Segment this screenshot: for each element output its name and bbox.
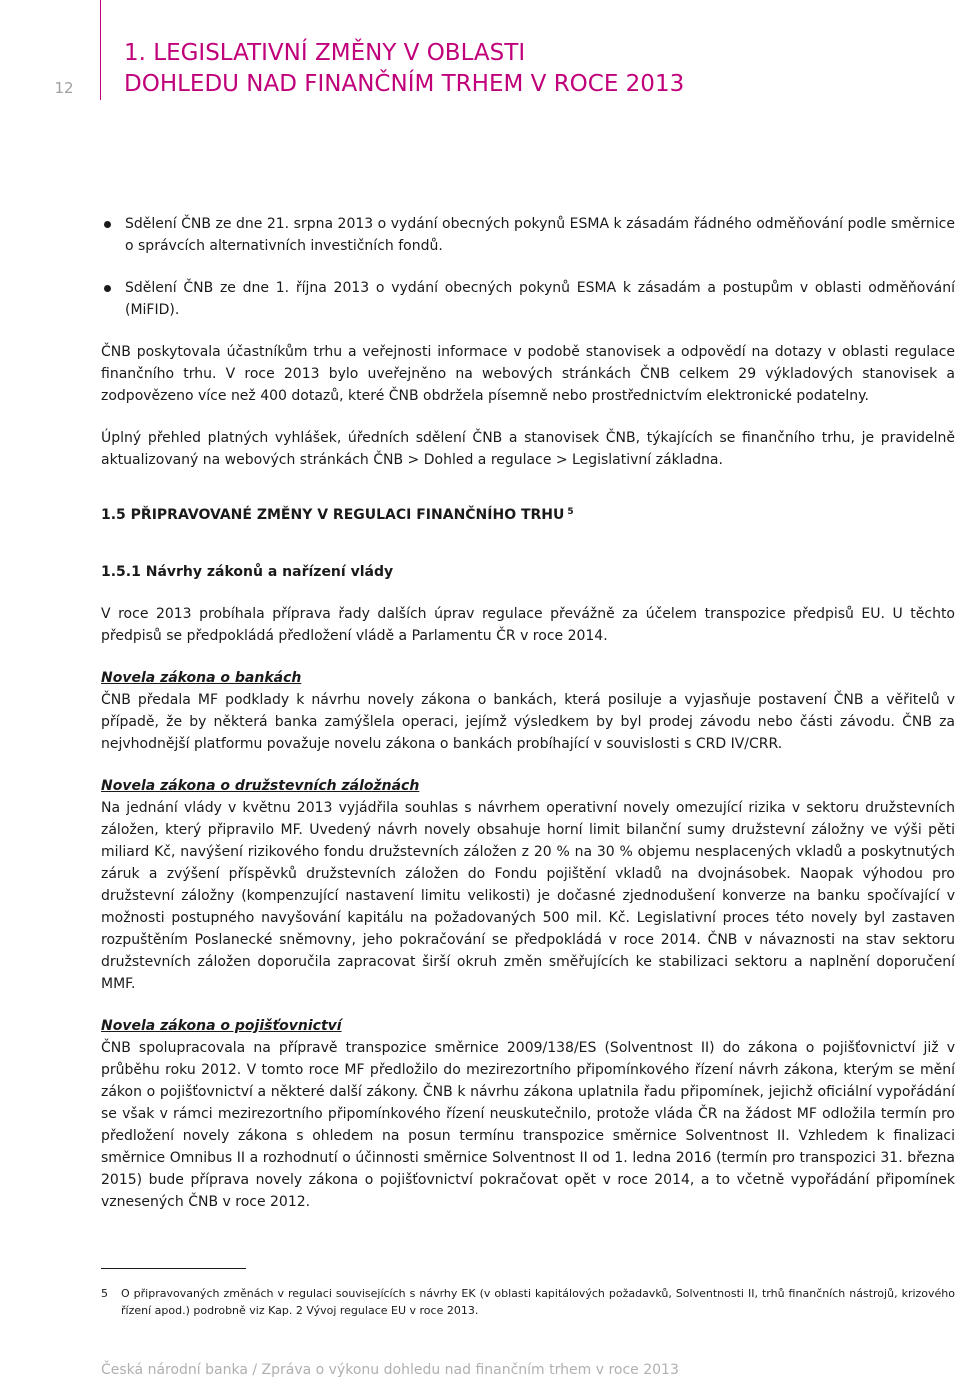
footnote-divider — [101, 1268, 246, 1269]
paragraph-stanoviska: ČNB poskytovala účastníkům trhu a veřejnosti informace v podobě stanovisek a odpovědí na dotazy v oblasti regulace finančního trhu. V roce 2013 bylo uveřejněno na webových stránkách ČNB celkem 29 výkladových stanovisek a zodpovězeno více než 400 dotazů, které ČNB obdržela písemně nebo prostřednictvím elektronické podatelny. — [101, 344, 955, 404]
novela-text: Na jednání vlády v květnu 2013 vyjádřila souhlas s návrhem operativní novely omezující rizika v sektoru družstevních záložen, který připravilo MF. Uvedený návrh novely obsahuje horní limit bilanční sumy družstevní záložny ve výši pěti miliard Kč, navýšení rizikového fondu družstevních záložen z 20 % na 30 % objemu nesplacených vkladů a poskytnutých záruk a zvýšení příspěvků družstevních záložen do Fondu pojištění vkladů na dvojnásobek. Naopak výhodou pro družstevní záložny (kompenzující nastavení limitu velikosti) je dočasné zjednodušení konverze na banku spočívající v možnosti postupného navyšování kapitálu na požadovaných 500 mil. Kč. Legislativní proces této novely byl zastaven rozpuštěním Poslanecké sněmovny, jeho pokračování se předpokládá v roce 2014. ČNB v návaznosti na stav sektoru družstevních záložen doporučila zapracovat širší okruh změn směřujících ke stabilizaci sektoru a naplnění doporučení MMF. — [101, 800, 955, 992]
footnote-number: 5 — [101, 1287, 108, 1300]
novela-text: ČNB spolupracovala na přípravě transpozice směrnice 2009/138/ES (Solventnost II) do zákona o pojišťovnictví již v průběhu roku 2012. V tomto roce MF předložilo do mezirezortního připomínkového řízení návrh zákona, kterým se mění zákon o pojišťovnictví a některé další zákony. ČNB k návrhu zákona uplatnila řadu připomínek, jejichž oficiální vypořádání se však v rámci mezirezortního připomínkového řízení neuskutečnilo, protože vláda ČR na žádost MF odložila termín pro předložení novely zákona s ohledem na posun termínu transpozice směrnice Solventnost II. Vzhledem k finalizaci směrnice Omnibus II a rozhodnutí o účinnosti směrnice Solventnost II od 1. ledna 2016 (termín pro transpozici 31. března 2015) bude příprava novely zákona o pojišťovnictví pokračovat opět v roce 2014, a to včetně vypořádání připomínek vznesených ČNB v roce 2012. — [101, 1040, 955, 1210]
section-heading-text: 1.5 PŘIPRAVOVANÉ ZMĚNY V REGULACI FINANČNÍHO TRHU — [101, 507, 565, 523]
footnote-text: O připravovaných změnách v regulaci souvisejících s návrhy EK (v oblasti kapitálových požadavků, Solventnosti II, trhů finančních nástrojů, krizového řízení apod.) podrobně viz Kap. 2 Vývoj regulace EU v roce 2013. — [121, 1287, 955, 1317]
main-content — [101, 213, 955, 1213]
novela-zaloznach — [101, 775, 955, 995]
list-item — [101, 277, 955, 321]
novela-title: Novela zákona o družstevních záložnách — [101, 778, 420, 794]
subsection-heading: 1.5.1 Návrhy zákonů a nařízení vlády — [101, 564, 394, 580]
footnote-reference[interactable]: 5 — [567, 507, 574, 517]
novela-title: Novela zákona o pojišťovnictví — [101, 1018, 342, 1034]
novela-bankach — [101, 667, 955, 755]
novela-text: ČNB předala MF podklady k návrhu novely zákona o bankách, která posiluje a vyjasňuje postavení ČNB a věřitelů v případě, že by některá banka zamýšlela operaci, jejímž výsledkem by byl prodej závodu nebo části závodu. ČNB za nejvhodnější platformu považuje novelu zákona o bankách probíhající v souvislosti s CRD IV/CRR. — [101, 692, 955, 752]
list-item-text: Sdělení ČNB ze dne 21. srpna 2013 o vydání obecných pokynů ESMA k zásadám řádného odměňování podle směrnice o správcích alternativních investičních fondů. — [125, 216, 955, 254]
chapter-title — [124, 38, 684, 100]
novela-title: Novela zákona o bankách — [101, 670, 302, 686]
page-number: 12 — [54, 79, 74, 97]
section-heading — [101, 504, 955, 526]
paragraph-prehled: Úplný přehled platných vyhlášek, úředních sdělení ČNB a stanovisek ČNB, týkajících se finančního trhu, je pravidelně aktualizovaný na webových stránkách ČNB > Dohled a regulace > Legislativní základna. — [101, 430, 955, 468]
bullet-icon — [104, 285, 111, 292]
list-item — [101, 213, 955, 257]
page-footer: Česká národní banka / Zpráva o výkonu dohledu nad finančním trhem v roce 2013 — [101, 1362, 679, 1378]
paragraph-intro: V roce 2013 probíhala příprava řady dalších úprav regulace převážně za účelem transpozice předpisů EU. U těchto předpisů se předpokládá předložení vládě a Parlamentu ČR v roce 2014. — [101, 606, 955, 644]
bullet-icon — [104, 221, 111, 228]
list-item-text: Sdělení ČNB ze dne 1. října 2013 o vydání obecných pokynů ESMA k zásadám a postupům v oblasti odměňování (MiFID). — [125, 280, 955, 318]
chapter-title-line2: DOHLEDU NAD FINANČNÍM TRHEM V ROCE 2013 — [124, 71, 685, 97]
chapter-title-line1: 1. LEGISLATIVNÍ ZMĚNY V OBLASTI — [124, 40, 526, 66]
header-divider — [100, 0, 101, 100]
novela-pojistovnictvi — [101, 1015, 955, 1213]
footnote — [101, 1285, 955, 1319]
bullet-list — [101, 213, 955, 321]
